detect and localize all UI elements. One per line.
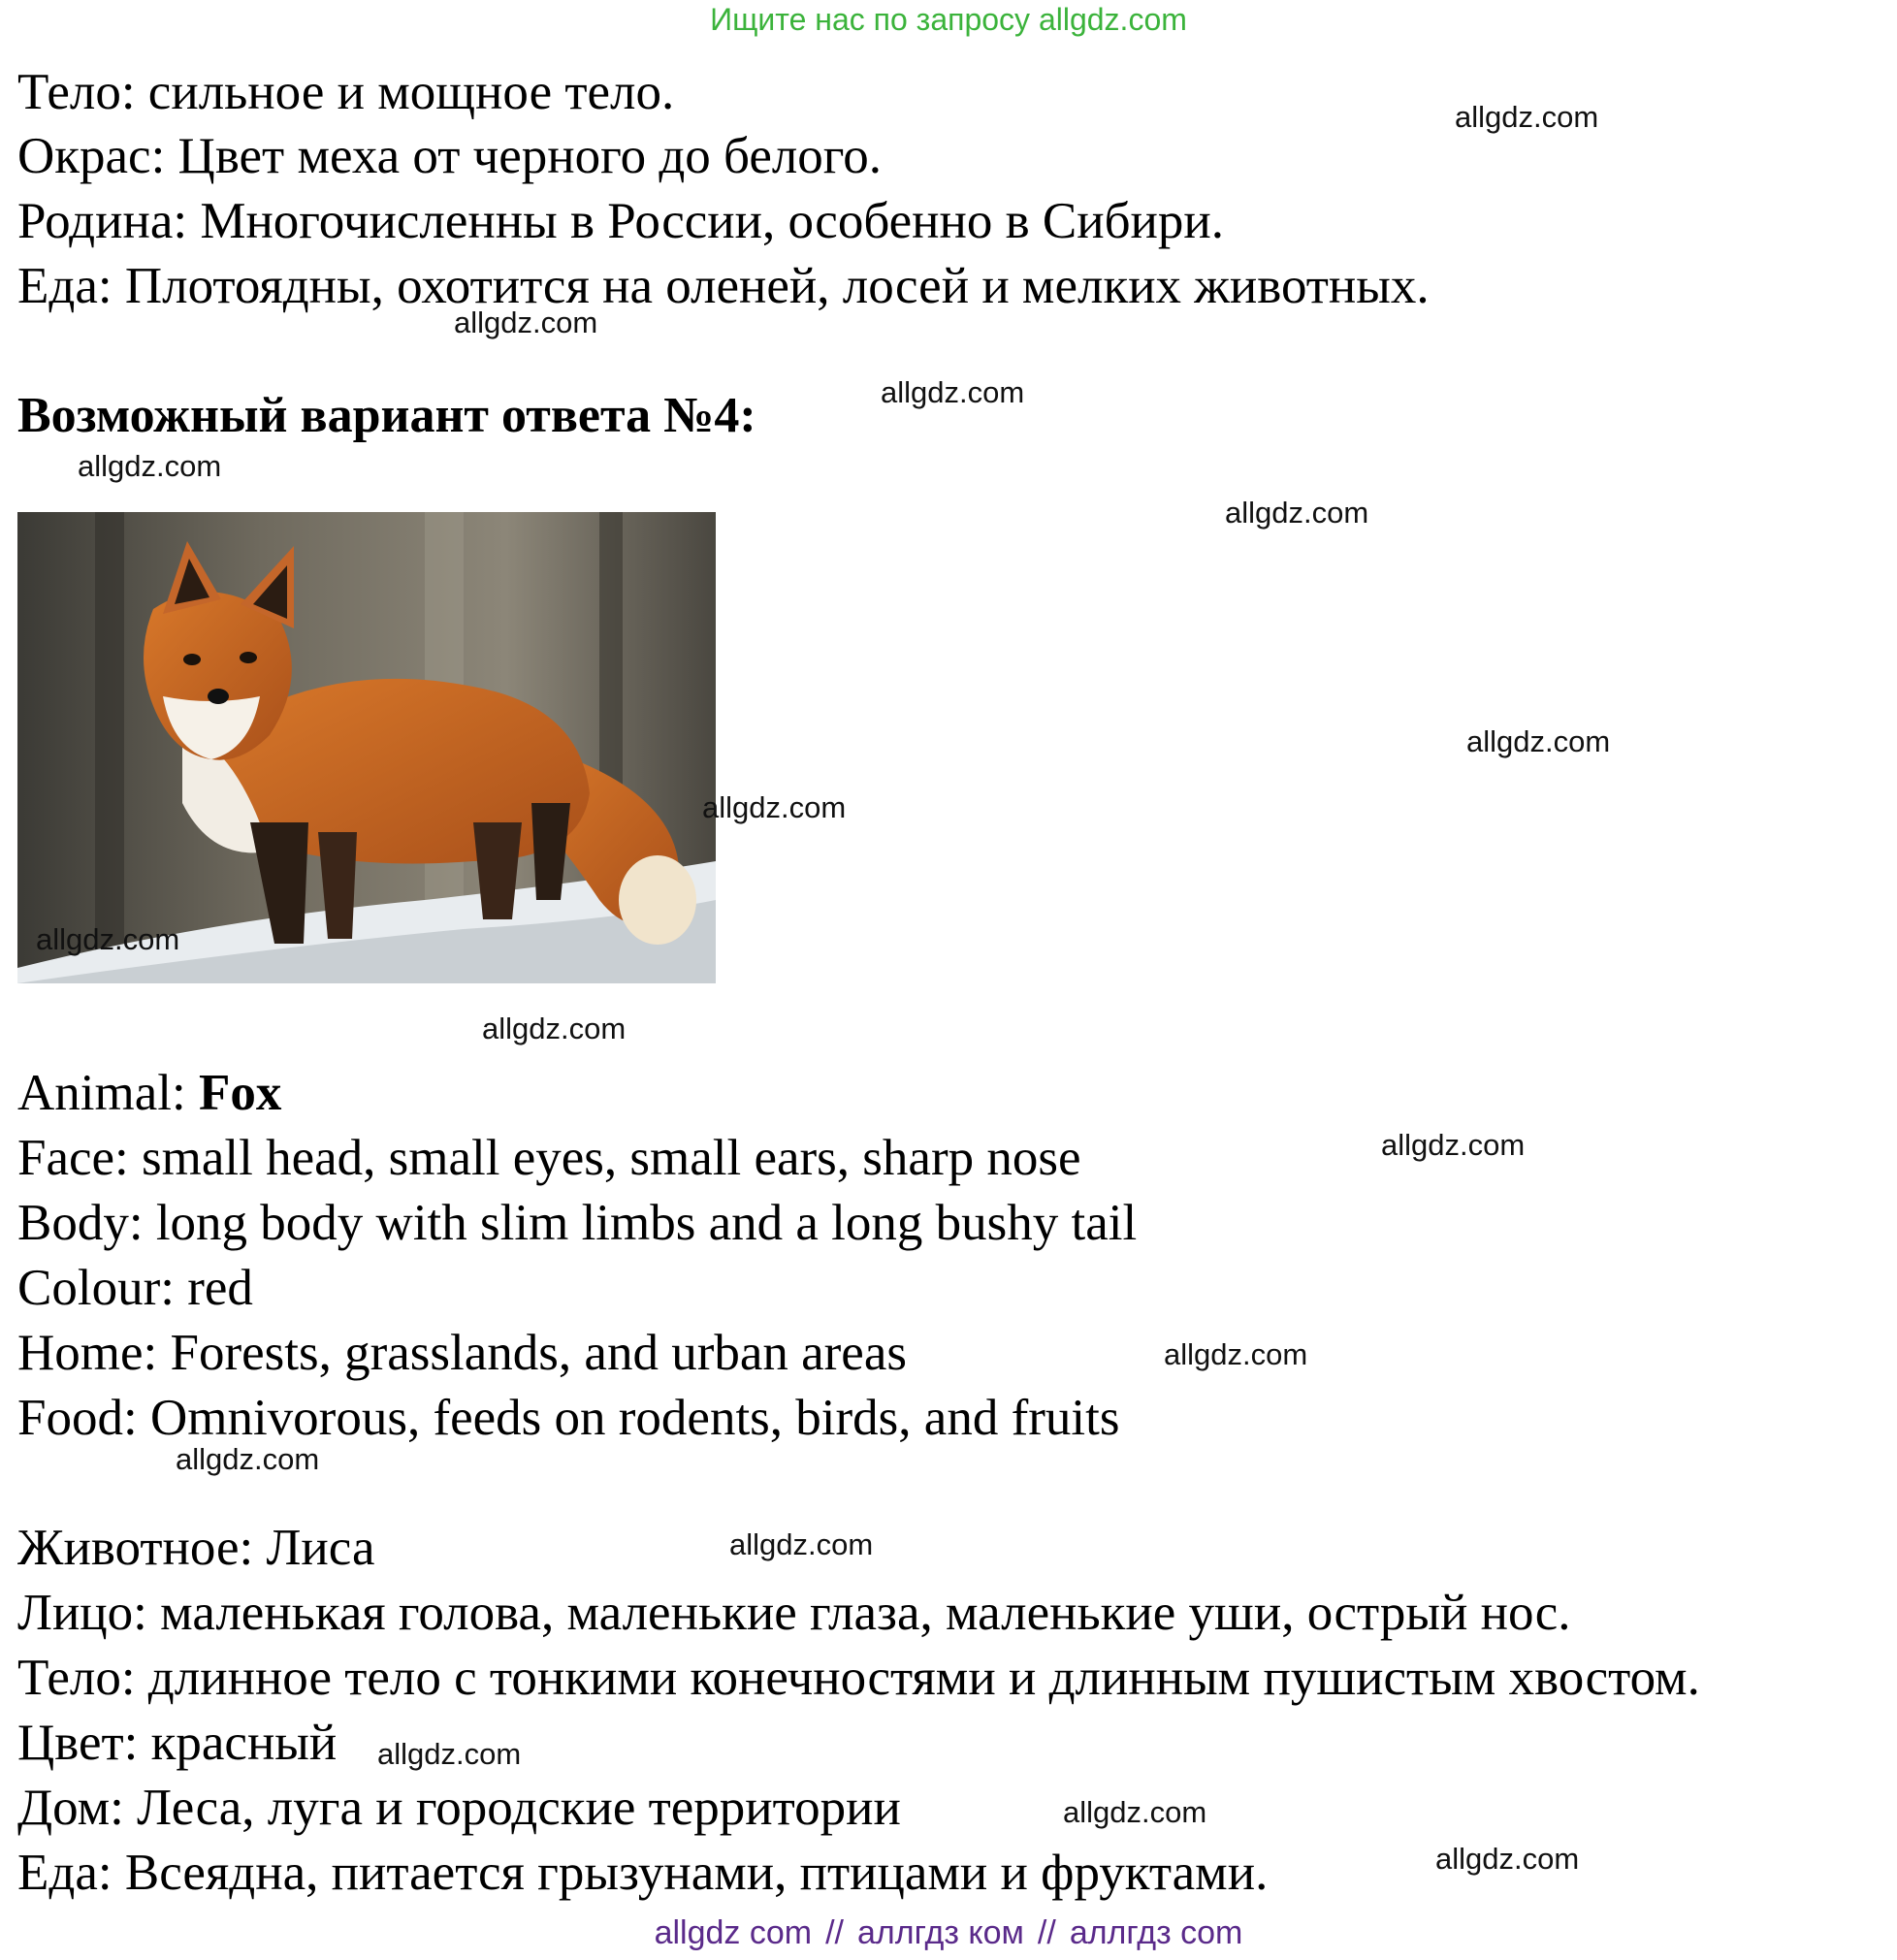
ru-body-line: Тело: длинное тело с тонкими конечностями и длинным пушистым хвостом. [17,1650,1700,1706]
ru-food-line: Еда: Всеядна, питается грызунами, птицами и фруктами. [17,1845,1269,1901]
watermark: allgdz.com [1381,1128,1526,1162]
watermark: allgdz.com [454,305,598,339]
footer-link[interactable]: allgdz com [654,1914,813,1951]
animal-line [17,1061,281,1125]
face-line: Face: small head, small eyes, small ears, sharp nose [17,1130,1081,1186]
footer-separator: // [825,1914,845,1951]
answer-heading: Возможный вариант ответа №4: [17,388,756,443]
footer-links [0,1914,1897,1952]
watermark: allgdz.com [1225,496,1369,530]
watermark: allgdz.com [1435,1842,1580,1876]
footer-link[interactable]: аллгдз com [1069,1914,1243,1951]
footer-separator: // [1037,1914,1056,1951]
ru-animal-line: Животное: Лиса [17,1520,375,1576]
watermark: allgdz.com [1063,1795,1207,1829]
watermark: allgdz.com [881,375,1025,409]
body-line: Body: long body with slim limbs and a long bushy tail [17,1195,1138,1251]
fox-photo [17,512,716,983]
animal-value: Fox [198,1065,282,1121]
home-line: Home: Forests, grasslands, and urban areas [17,1325,907,1381]
header-banner[interactable]: Ищите нас по запросу allgdz.com [710,2,1187,37]
watermark: allgdz.com [1455,100,1599,134]
watermark: allgdz.com [729,1527,874,1561]
colour-line: Colour: red [17,1260,253,1316]
text-line-body: Тело: сильное и мощное тело. [17,64,675,120]
text-line-food: Еда: Плотоядны, охотится на оленей, лосей и мелких животных. [17,258,1430,314]
footer-link[interactable]: аллгдз ком [857,1914,1024,1951]
animal-label: Animal: [17,1065,199,1121]
watermark: allgdz.com [176,1442,320,1476]
watermark: allgdz.com [78,449,222,483]
text-line-colour: Окрас: Цвет меха от черного до белого. [17,128,882,184]
watermark: allgdz.com [702,790,847,824]
watermark: allgdz.com [36,922,180,956]
watermark: allgdz.com [377,1737,522,1771]
food-line: Food: Omnivorous, feeds on rodents, birds, and fruits [17,1390,1120,1446]
watermark: allgdz.com [1466,724,1611,758]
watermark: allgdz.com [1164,1337,1308,1371]
ru-home-line: Дом: Леса, луга и городские территории [17,1780,901,1836]
watermark: allgdz.com [482,1012,627,1045]
ru-colour-line: Цвет: красный [17,1715,338,1771]
text-line-homeland: Родина: Многочисленны в России, особенно в Сибири. [17,193,1225,249]
ru-face-line: Лицо: маленькая голова, маленькие глаза, маленькие уши, острый нос. [17,1585,1571,1641]
